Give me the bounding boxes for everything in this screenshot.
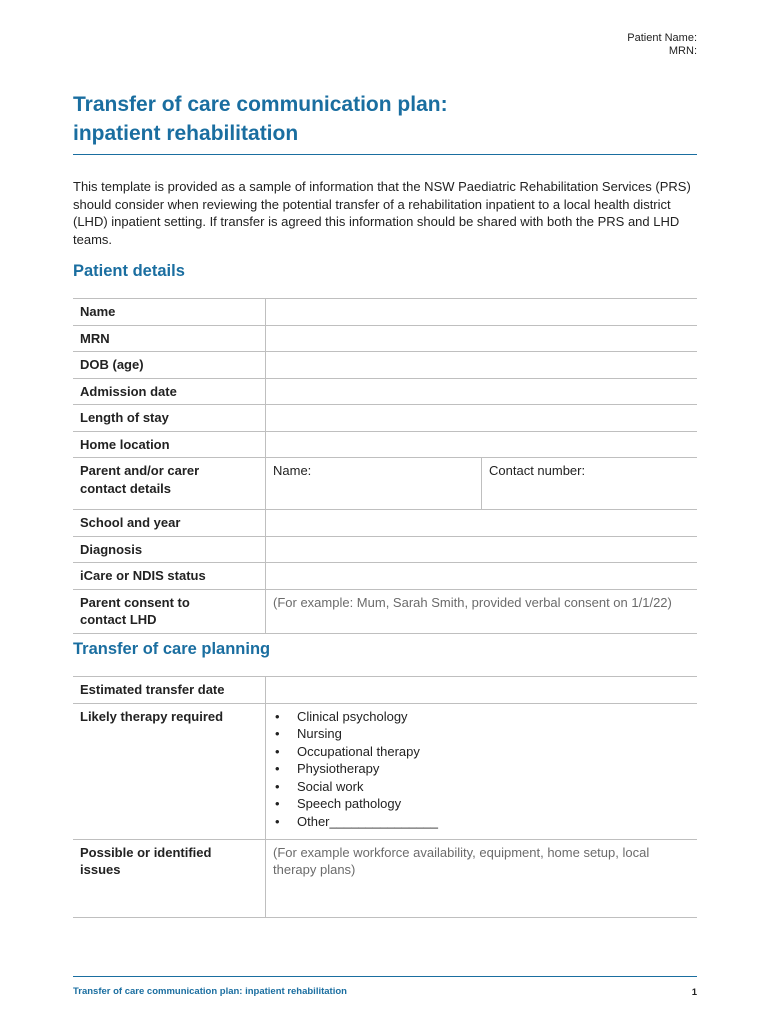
patient-details-heading: Patient details [73,262,185,280]
table-row [73,839,697,917]
title-line-2: inpatient rehabilitation [73,122,299,145]
title-line-1: Transfer of care communication plan: [73,93,448,116]
row-label-icare: iCare or NDIS status [73,563,266,590]
table-row [73,510,697,537]
admission-value-field[interactable] [266,378,698,405]
table-row [73,563,697,590]
row-label-mrn: MRN [73,325,266,352]
page-header-meta [627,32,697,58]
consent-value-field[interactable]: (For example: Mum, Sarah Smith, provided verbal consent on 1/1/22) [266,589,698,633]
table-row [73,431,697,458]
table-row [73,703,697,839]
therapy-list [273,708,690,831]
row-label-issues [73,839,266,917]
footer-title: Transfer of care communication plan: inpatient rehabilitation [73,986,347,997]
row-label-name: Name [73,299,266,326]
issues-label-line-1: Possible or identified [80,844,212,860]
mrn-value-field[interactable] [266,325,698,352]
table-row [73,378,697,405]
dob-value-field[interactable] [266,352,698,379]
intro-paragraph: This template is provided as a sample of information that the NSW Paediatric Rehabilitation Services (PRS) should consider when reviewing the potential transfer of a rehabilitation inpatient to a local health district (LHD) inpatient setting. If transfer is agreed this information should be shared with both the PRS and LHD teams. [73,179,691,247]
parent-label-line-1: Parent and/or carer [80,463,200,478]
row-label-school: School and year [73,510,266,537]
issues-label-line-2: issues [80,862,121,877]
page-footer [73,976,697,997]
parent-label-line-2: contact details [80,480,172,496]
table-row [73,299,697,326]
table-row [73,536,697,563]
row-label-consent [73,589,266,633]
row-label-home: Home location [73,431,266,458]
consent-label-line-1: Parent consent to [80,594,190,610]
row-label-parent [73,458,266,510]
mrn-label: MRN: [668,45,697,57]
row-label-admission: Admission date [73,378,266,405]
list-item[interactable]: • Physiotherapy [273,760,690,778]
row-label-diagnosis: Diagnosis [73,536,266,563]
list-item[interactable]: • Occupational therapy [273,743,690,761]
table-row [73,325,697,352]
length-value-field[interactable] [266,405,698,432]
page-number: 1 [691,987,697,998]
therapy-list-cell [266,703,698,839]
consent-label-line-2: contact LHD [80,612,157,627]
icare-value-field[interactable] [266,563,698,590]
estimated-date-field[interactable] [266,677,698,704]
row-label-therapy: Likely therapy required [73,703,266,839]
row-label-estimated: Estimated transfer date [73,677,266,704]
transfer-planning-heading: Transfer of care planning [73,640,271,658]
issues-value-field[interactable]: (For example workforce availability, equipment, home setup, local therapy plans) [266,839,698,917]
school-value-field[interactable] [266,510,698,537]
patient-details-table [73,298,697,634]
row-label-length: Length of stay [73,405,266,432]
name-value-field[interactable] [266,299,698,326]
table-row [73,458,697,510]
document-title [73,90,697,155]
home-value-field[interactable] [266,431,698,458]
parent-name-field[interactable]: Name: [266,458,482,510]
table-row [73,405,697,432]
diagnosis-value-field[interactable] [266,536,698,563]
parent-contact-field[interactable]: Contact number: [482,458,698,510]
row-label-dob: DOB (age) [73,352,266,379]
list-item[interactable]: • Clinical psychology [273,708,690,726]
patient-name-label: Patient Name: [627,32,697,44]
list-item[interactable]: • Social work [273,778,690,796]
table-row [73,677,697,704]
transfer-planning-table [73,676,697,918]
list-item[interactable]: • Speech pathology [273,795,690,813]
list-item[interactable]: • Other_______________ [273,813,690,831]
list-item[interactable]: • Nursing [273,725,690,743]
table-row [73,352,697,379]
table-row [73,589,697,633]
